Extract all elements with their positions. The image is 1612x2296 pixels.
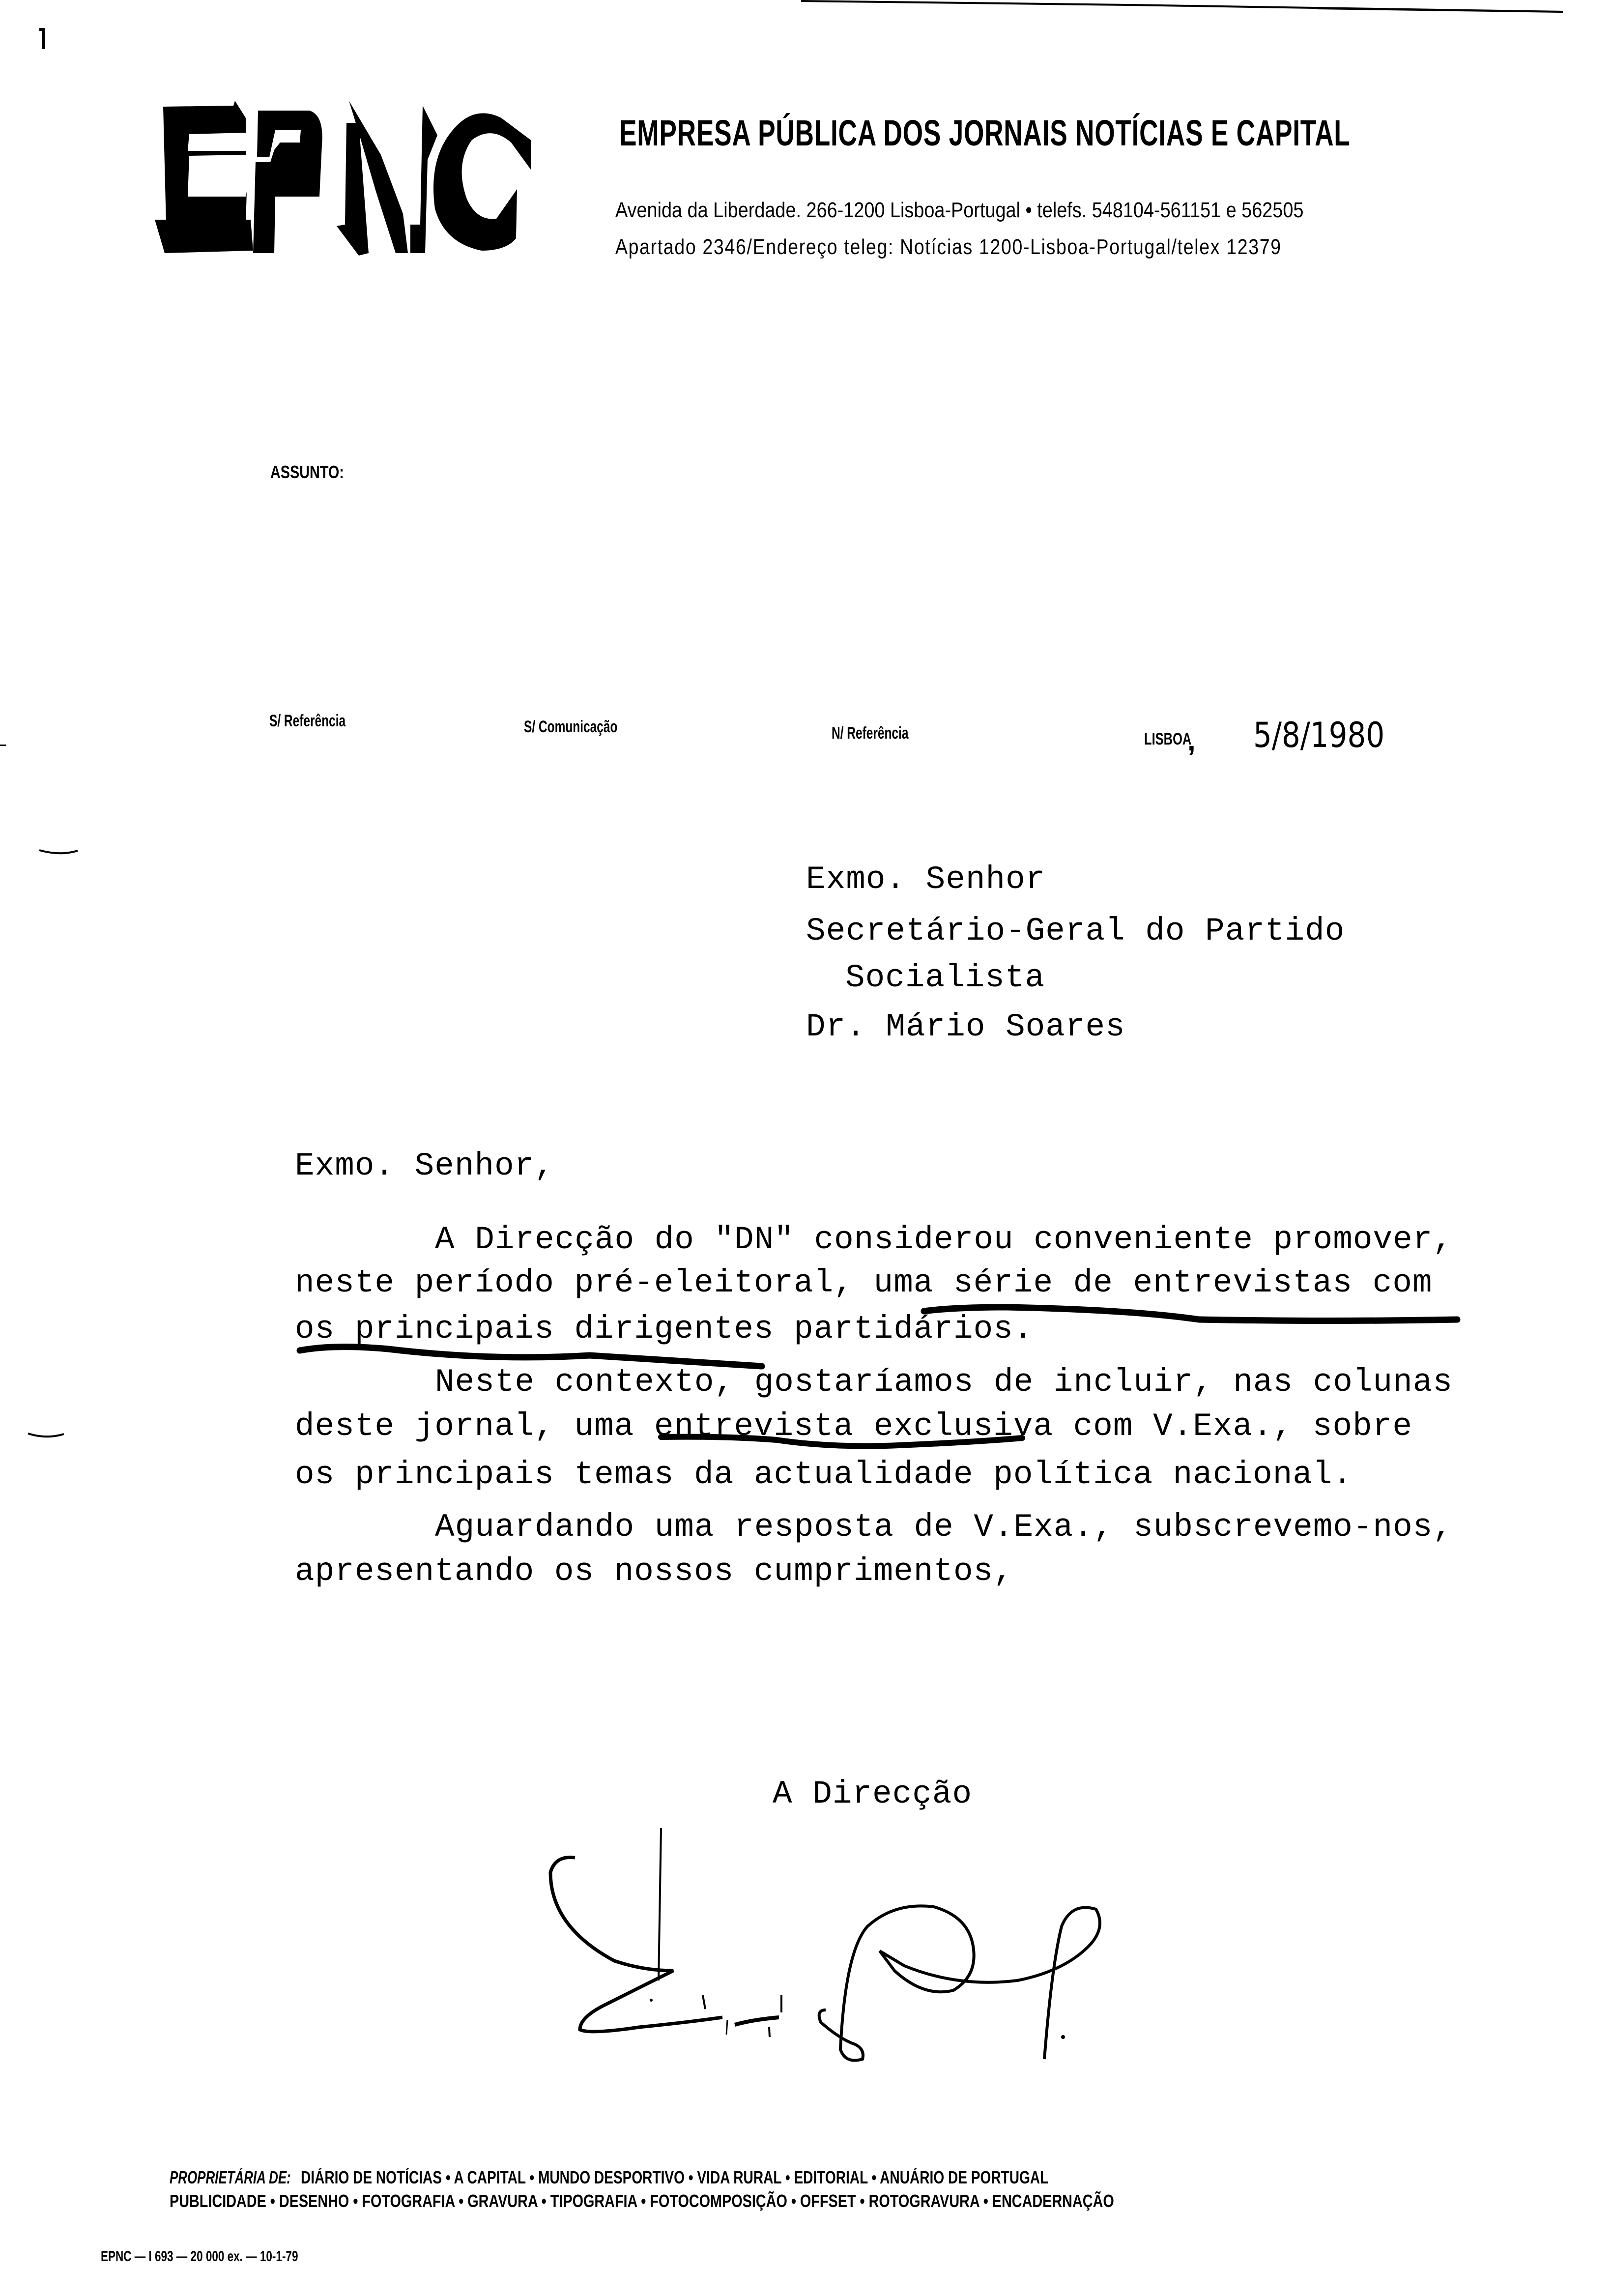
postal-line: Apartado 2346/Endereço teleg: Notícias 1200-Lisboa-Portugal/telex 12379 [615,235,1282,259]
subject-label: ASSUNTO: [270,462,344,482]
epnc-logo [152,96,555,253]
margin-fold-mark-2 [27,1433,71,1442]
scan-edge-line [0,0,1612,20]
services-line: PUBLICIDADE • DESENHO • FOTOGRAFIA • GRAVURA • TIPOGRAFIA • FOTOCOMPOSIÇÃO • OFFSET • ROTOGRAVURA • ENCADERNAÇÃO [170,2191,1114,2211]
date-value: 5/8/1980 [1253,715,1385,755]
margin-fold-mark-1 [38,849,83,859]
body-line: A Direcção do "DN" considerou conveniente promover, [435,1221,1453,1258]
recipient-title-2: Socialista [845,959,1045,996]
margin-tick [0,745,6,746]
greeting: Exmo. Senhor, [295,1148,554,1184]
print-code: EPNC — I 693 — 20 000 ex. — 10-1-79 [101,2248,298,2265]
punch-mark-top [34,27,54,57]
recipient-salutation: Exmo. Senhor [806,861,1046,898]
body-line: apresentando os nossos cumprimentos, [295,1553,1013,1590]
place-label: LISBOA [1144,730,1192,748]
our-reference-label: N/ Referência [832,724,909,743]
owner-publications: DIÁRIO DE NOTÍCIAS • A CAPITAL • MUNDO DESPORTIVO • VIDA RURAL • EDITORIAL • ANUÁRIO DE PORTUGAL [300,2167,1049,2187]
your-reference-label: S/ Referência [269,712,346,730]
owner-line [170,2167,1259,2188]
handwritten-signature [541,1828,1425,2074]
body-line: os principais temas da actualidade política nacional. [295,1456,1353,1493]
place-comma: , [1187,724,1196,757]
company-name: EMPRESA PÚBLICA DOS JORNAIS NOTÍCIAS E CAPITAL [619,113,1351,153]
body-line: Neste contexto, gostaríamos de incluir, nas colunas [435,1364,1453,1401]
body-line: Aguardando uma resposta de V.Exa., subscrevemo-nos, [435,1509,1453,1546]
owner-label: PROPRIETÁRIA DE: [170,2167,291,2187]
recipient-title-1: Secretário-Geral do Partido [806,913,1345,949]
recipient-name: Dr. Mário Soares [806,1008,1125,1045]
body-line: deste jornal, uma entrevista exclusiva com V.Exa., sobre [295,1408,1412,1445]
address-line: Avenida da Liberdade. 266-1200 Lisboa-Portugal • telefs. 548104-561151 e 562505 [615,198,1304,222]
body-line: os principais dirigentes partidários. [295,1311,1034,1348]
your-communication-label: S/ Comunicação [524,718,618,736]
body-line: neste período pré-eleitoral, uma série de entrevistas com [295,1264,1433,1301]
signatory-label: A Direcção [773,1776,973,1812]
